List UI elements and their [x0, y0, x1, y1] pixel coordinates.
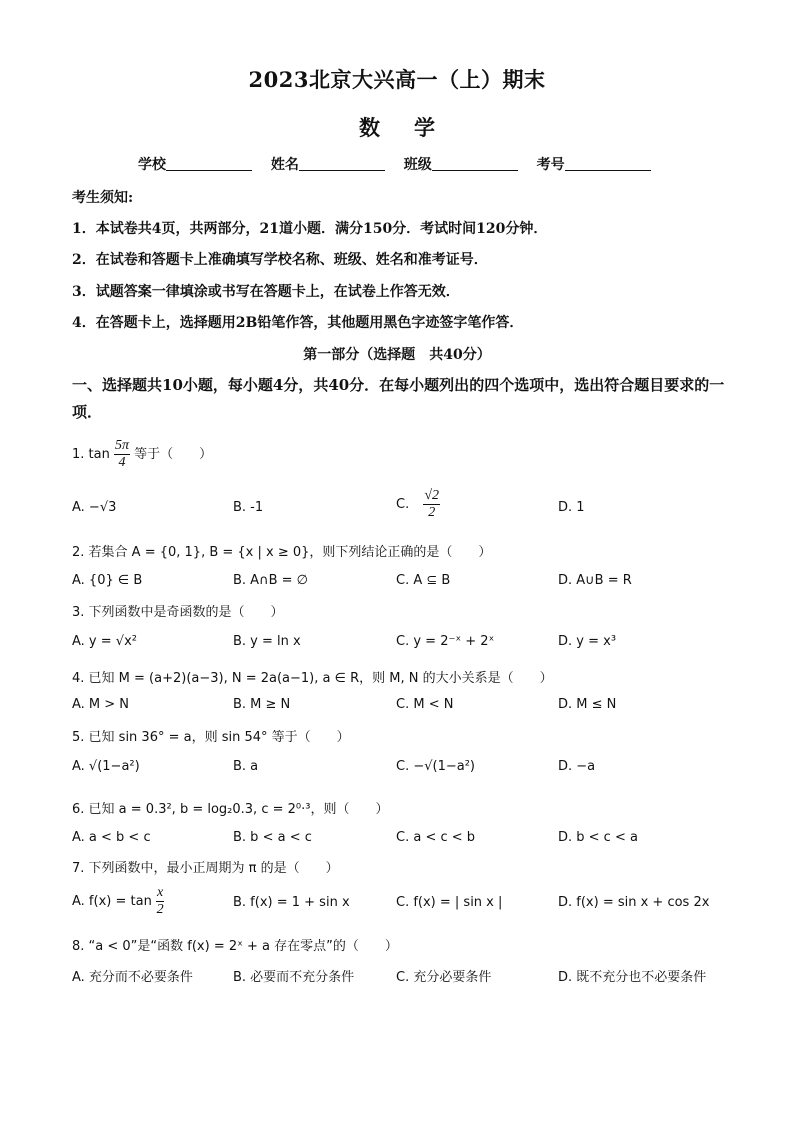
question-5-option-b: B. a	[233, 759, 259, 774]
question-4-stem: 4. 已知 M = (a+2)(a−3), N = 2a(a−1), a ∈ R，则 M, N 的大小关系是（ ）	[72, 671, 553, 686]
question-7-option-b: B. f(x) = 1 + sin x	[233, 895, 350, 910]
section-instruction: 一、选择题共10小题，每小题4分，共40分．在每小题列出的四个选项中，选出符合题目要求的一项．	[72, 376, 725, 421]
question-3-stem: 3. 下列函数中是奇函数的是（ ）	[72, 605, 284, 620]
exam-number-field	[537, 154, 651, 174]
question-7-stem: 7. 下列函数中，最小正周期为 π 的是（ ）	[72, 861, 339, 876]
notice-item: 4．在答题卡上，选择题用2B铅笔作答，其他题用黑色字迹签字笔作答．	[72, 315, 524, 331]
question-6-option-b: B. b < a < c	[233, 830, 312, 845]
question-6-option-a: A. a < b < c	[72, 830, 151, 845]
question-4-option-d: D. M ≤ N	[558, 697, 617, 712]
school-blank	[166, 156, 252, 171]
question-4-option-a: A. M > N	[72, 697, 130, 712]
name-label: 姓名	[270, 157, 299, 173]
question-4-option-c: C. M < N	[396, 697, 454, 712]
question-1-fraction	[114, 438, 130, 471]
page-title: 2023北京大兴高一（上）期末	[248, 67, 546, 92]
subject-title: 数学	[359, 115, 469, 140]
question-7-option-c: C. f(x) = | sin x |	[396, 895, 503, 910]
question-8-stem: 8. “a < 0”是“函数 f(x) = 2ˣ + a 存在零点”的（ ）	[72, 939, 398, 954]
question-3-option-d: D. y = x³	[558, 634, 617, 649]
notice-item: 1．本试卷共4页，共两部分，21道小题．满分150分．考试时间120分钟．	[72, 221, 548, 237]
question-5-option-c: C. −√(1−a²)	[396, 759, 476, 774]
question-1-option-c	[396, 488, 440, 521]
question-3-option-a: A. y = √x²	[72, 634, 137, 649]
student-info-row	[138, 154, 665, 174]
question-2-option-b: B. A∩B = ∅	[233, 573, 308, 588]
question-1-option-a: A. −√3	[72, 500, 117, 515]
question-2-stem: 2. 若集合 A = {0, 1}, B = {x | x ≥ 0}，则下列结论正确的是（ ）	[72, 545, 492, 560]
notice-item: 3．试题答案一律填涂或书写在答题卡上，在试卷上作答无效．	[72, 284, 460, 300]
name-field	[271, 154, 385, 174]
option-c-label: C.	[396, 497, 410, 512]
fraction-denominator: 4	[118, 455, 126, 470]
fraction-numerator: x	[156, 885, 164, 900]
question-1-suffix: 等于（ ）	[134, 447, 213, 462]
notice-item: 2．在试卷和答题卡上准确填写学校名称、班级、姓名和准考证号．	[72, 252, 488, 268]
option-a-label: A. f(x) = tan	[72, 894, 152, 909]
fraction-numerator: 5π	[114, 438, 129, 453]
question-6-option-c: C. a < c < b	[396, 830, 476, 845]
question-2-option-a: A. {0} ∈ B	[72, 573, 143, 588]
question-4-option-b: B. M ≥ N	[233, 697, 291, 712]
question-1-stem	[72, 438, 212, 471]
question-3-option-c: C. y = 2⁻ˣ + 2ˣ	[396, 634, 495, 649]
fraction-numerator: √2	[424, 488, 440, 503]
question-1-option-b: B. -1	[233, 500, 264, 515]
question-6-option-d: D. b < c < a	[558, 830, 638, 845]
notice-heading: 考生须知:	[72, 190, 134, 206]
school-field	[138, 154, 252, 174]
exam-number-blank	[565, 156, 651, 171]
question-2-option-d: D. A∪B = R	[558, 573, 632, 588]
part-heading: 第一部分（选择题 共40分）	[303, 347, 491, 363]
question-5-stem: 5. 已知 sin 36° = a，则 sin 54° 等于（ ）	[72, 730, 350, 745]
class-label: 班级	[403, 157, 432, 173]
name-blank	[299, 156, 385, 171]
question-7-option-a	[72, 885, 164, 918]
question-8-option-d: D. 既不充分也不必要条件	[558, 970, 707, 985]
question-7-option-d: D. f(x) = sin x + cos 2x	[558, 895, 710, 910]
question-8-option-a: A. 充分而不必要条件	[72, 970, 193, 985]
fraction-denominator: 2	[428, 505, 436, 520]
option-c-fraction	[423, 488, 440, 521]
fraction-denominator: 2	[156, 902, 164, 917]
question-1-prefix: 1. tan	[72, 447, 110, 462]
question-3-option-b: B. y = ln x	[233, 634, 301, 649]
class-field	[404, 154, 518, 174]
school-label: 学校	[138, 157, 166, 173]
question-1-option-d: D. 1	[558, 500, 585, 515]
question-5-option-a: A. √(1−a²)	[72, 759, 140, 774]
question-8-option-c: C. 充分必要条件	[396, 970, 492, 985]
exam-number-label: 考号	[536, 157, 565, 173]
question-2-option-c: C. A ⊆ B	[396, 573, 451, 588]
question-8-option-b: B. 必要而不充分条件	[233, 970, 355, 985]
class-blank	[432, 156, 518, 171]
option-a-fraction	[156, 885, 164, 918]
question-6-stem: 6. 已知 a = 0.3², b = log₂0.3, c = 2⁰·³，则（ ）	[72, 802, 389, 817]
question-5-option-d: D. −a	[558, 759, 596, 774]
